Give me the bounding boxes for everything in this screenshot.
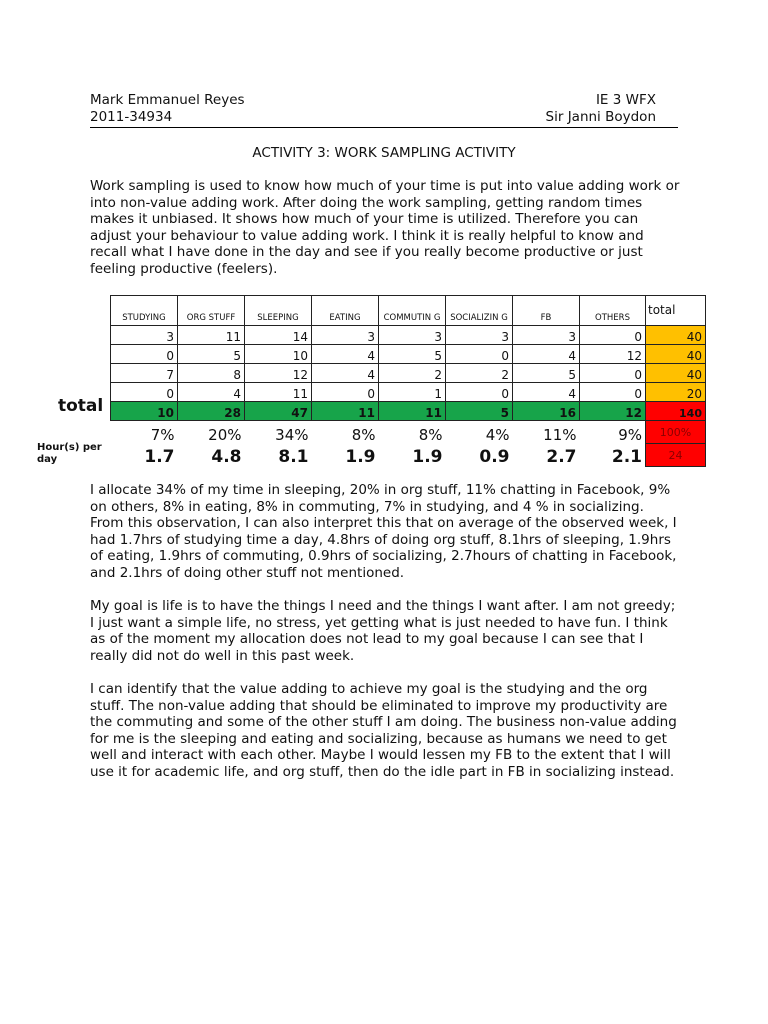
col-header-socializing: SOCIALIZIN G [446,296,513,326]
table-cell: 4 [312,364,379,383]
column-total-cell: 11 [379,402,446,421]
percentage-cell: 20% [208,425,242,444]
allocation-paragraph: I allocate 34% of my time in sleeping, 20% in org stuff, 11% chatting in Facebook, 9% on others, 8% in eating, 8% in commuting, 7% in studying, and 4 % in socializing. From this observation, I can also interpret this that on average of the observed week, I had 1.7hrs of studying time a day, 4.8hrs of doing org stuff, 8.1hrs of sleeping, 1.9hrs of eating, 1.9hrs of commuting, 0.9hrs of socializing, 2.7hours of chatting in Facebook, and 2.1hrs of doing other stuff not mentioned. [90,482,677,581]
table-cell: 5 [379,345,446,364]
table-cell: 0 [111,345,178,364]
col-header-total: total [646,296,706,326]
table-row [111,383,706,402]
goal-paragraph: My goal is life is to have the things I need and the things I want after. I am not greedy; I just want a simple life, no stress, yet getting what is just needed to have fun. I think as of the moment my allocation does not lead to my goal because I can see that I really did not do well in this past week. [90,598,676,664]
col-header-fb: FB [513,296,580,326]
hours-cell: 1.9 [412,446,443,467]
table-cell: 3 [446,326,513,345]
table-cell: 3 [513,326,580,345]
header-divider [90,127,678,128]
document-title: ACTIVITY 3: WORK SAMPLING ACTIVITY [252,145,516,161]
intro-paragraph: Work sampling is used to know how much of your time is put into value adding work or into non-value adding work. After doing the work sampling, getting random times makes it unbiased. It shows how much of your time is utilized. Therefore you can adjust your behaviour to value adding work. I think it is really helpful to know and recall what I have done in the day and see if you really become productive or just feeling productive (feelers). [90,178,680,277]
hours-row-label: Hour(s) per day [37,442,102,465]
table-cell: 1 [379,383,446,402]
table-cell: 4 [178,383,245,402]
table-cell: 10 [245,345,312,364]
table-cell: 7 [111,364,178,383]
table-cell: 4 [513,345,580,364]
column-total-cell: 11 [312,402,379,421]
col-header-studying: STUDYING [111,296,178,326]
percentage-cell: 4% [485,425,510,444]
table-cell: 0 [580,364,646,383]
table-row [111,345,706,364]
column-total-cell: 12 [580,402,646,421]
percentage-row [111,421,706,444]
table-cell: 12 [580,345,646,364]
table-cell: 4 [513,383,580,402]
table-row [111,326,706,345]
table-cell: 3 [111,326,178,345]
table-cell: 2 [379,364,446,383]
row-total-cell: 20 [646,383,706,402]
table-cell: 0 [312,383,379,402]
instructor-name: Sir Janni Boydon [545,109,656,125]
table-cell: 0 [446,383,513,402]
col-header-org-stuff: ORG STUFF [178,296,245,326]
student-name: Mark Emmanuel Reyes [90,92,245,108]
column-total-cell: 10 [111,402,178,421]
table-cell: 11 [245,383,312,402]
table-cell: 3 [312,326,379,345]
col-header-eating: EATING [312,296,379,326]
totals-row [111,402,706,421]
header-row [111,296,706,326]
column-total-cell: 16 [513,402,580,421]
table-cell: 0 [446,345,513,364]
table-row [111,364,706,383]
course-code: IE 3 WFX [595,92,656,108]
table-cell: 0 [580,326,646,345]
table-cell: 8 [178,364,245,383]
row-total-cell: 40 [646,345,706,364]
hours-cell: 4.8 [211,446,242,467]
column-total-cell: 47 [245,402,312,421]
header-left [90,92,245,126]
percentage-cell: 34% [275,425,309,444]
value-adding-paragraph: I can identify that the value adding to achieve my goal is the studying and the org stuff. The non-value adding that should be eliminated to improve my productivity are the commuting and some of the other stuff I am doing. The business non-value adding for me is the sleeping and eating and socializing, because as humans we need to get well and interact with each other. Maybe I would lessen my FB to the extent that I will use it for academic life, and org stuff, then do the idle part in FB in socializing instead. [90,681,677,780]
totals-row-label: total [58,396,104,416]
row-total-cell: 40 [646,326,706,345]
percentage-cell: 8% [418,425,443,444]
hours-cell: 2.7 [546,446,577,467]
table-cell: 11 [178,326,245,345]
table-cell: 12 [245,364,312,383]
table-cell: 14 [245,326,312,345]
header-right [546,92,656,126]
percentage-cell: 7% [150,425,175,444]
col-header-others: OTHERS [580,296,646,326]
percentage-total-cell: 100% [646,421,706,444]
table-cell: 0 [580,383,646,402]
hours-cell: 1.7 [144,446,175,467]
hours-cell: 2.1 [611,446,642,467]
percentage-cell: 9% [618,425,642,444]
col-header-sleeping: SLEEPING [245,296,312,326]
row-total-cell: 40 [646,364,706,383]
percentage-cell: 11% [543,425,577,444]
hours-cell: 8.1 [278,446,309,467]
grand-total-cell: 140 [646,402,706,421]
hours-total-cell: 24 [646,444,706,467]
column-total-cell: 28 [178,402,245,421]
student-id: 2011-34934 [90,109,173,125]
column-total-cell: 5 [446,402,513,421]
hours-cell: 1.9 [345,446,376,467]
percentage-cell: 8% [351,425,376,444]
table-cell: 4 [312,345,379,364]
hours-cell: 0.9 [479,446,510,467]
table-cell: 0 [111,383,178,402]
work-sampling-table [110,295,706,467]
col-header-commuting: COMMUTIN G [379,296,446,326]
table-cell: 5 [178,345,245,364]
hours-row [111,444,706,467]
table-cell: 3 [379,326,446,345]
table-cell: 5 [513,364,580,383]
table-cell: 2 [446,364,513,383]
